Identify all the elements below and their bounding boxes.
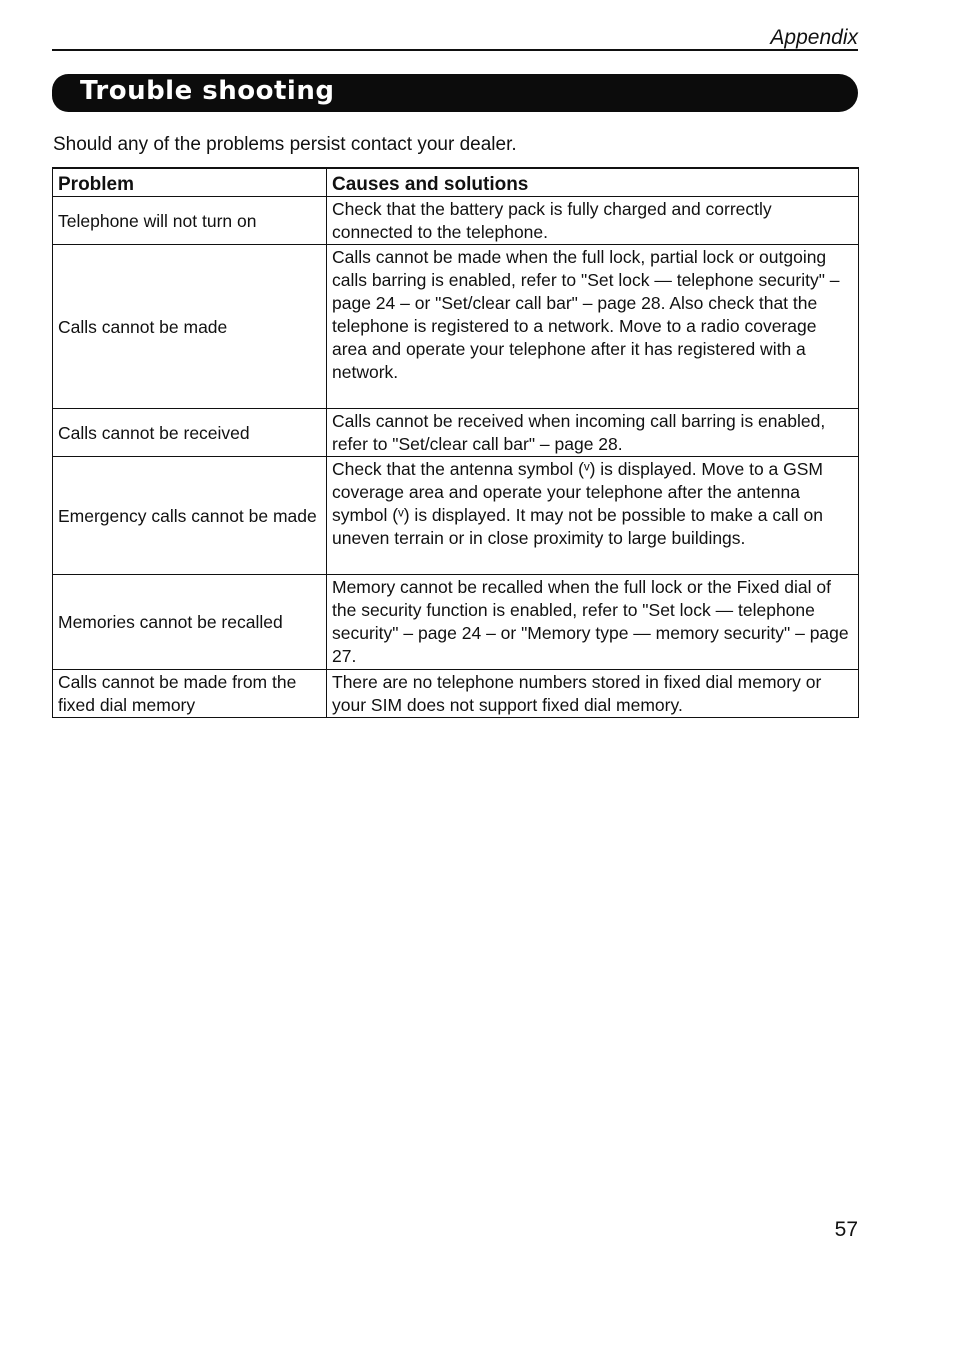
problem-cell: Calls cannot be made <box>53 245 327 409</box>
intro-text: Should any of the problems persist contact your dealer. <box>53 134 517 155</box>
table-row <box>53 409 859 457</box>
table-row <box>53 457 859 575</box>
cause-cell: Check that the antenna symbol (ᵛ) is displayed. Move to a GSM coverage area and operate your telephone after the antenna symbol (ᵛ) is displayed. It may not be possible to make a call on uneven terrain or in close proximity to large buildings. <box>327 457 859 575</box>
table-row <box>53 575 859 670</box>
problem-cell: Emergency calls cannot be made <box>53 457 327 575</box>
title-banner <box>52 74 858 112</box>
troubleshooting-table <box>52 167 859 718</box>
problem-cell: Telephone will not turn on <box>53 197 327 245</box>
problem-cell: Calls cannot be made from the fixed dial memory <box>53 670 327 718</box>
cause-cell: Calls cannot be made when the full lock, partial lock or outgoing calls barring is enabled, refer to "Set lock — telephone security" – page 24 – or "Set/clear call bar" – page 28. Also check that the telephone is registered to a network. Move to a radio coverage area and operate your telephone after it has registered with a network. <box>327 245 859 409</box>
table-row <box>53 670 859 718</box>
problem-cell: Calls cannot be received <box>53 409 327 457</box>
section-label: Appendix <box>770 26 858 49</box>
table-row <box>53 197 859 245</box>
header-rule <box>52 49 858 51</box>
cause-cell: Memory cannot be recalled when the full lock or the Fixed dial of the security function is enabled, refer to "Set lock — telephone security" – page 24 – or "Memory type — memory security" – page 27. <box>327 575 859 670</box>
page-number: 57 <box>834 1218 858 1241</box>
table-header-row <box>53 168 859 197</box>
problem-cell: Memories cannot be recalled <box>53 575 327 670</box>
cause-cell: There are no telephone numbers stored in fixed dial memory or your SIM does not support fixed dial memory. <box>327 670 859 718</box>
problem-column-header: Problem <box>53 168 327 197</box>
cause-cell: Calls cannot be received when incoming call barring is enabled, refer to "Set/clear call bar" – page 28. <box>327 409 859 457</box>
cause-cell: Check that the battery pack is fully charged and correctly connected to the telephone. <box>327 197 859 245</box>
table-row <box>53 245 859 409</box>
page-title: Trouble shooting <box>80 76 335 106</box>
causes-column-header: Causes and solutions <box>327 168 859 197</box>
